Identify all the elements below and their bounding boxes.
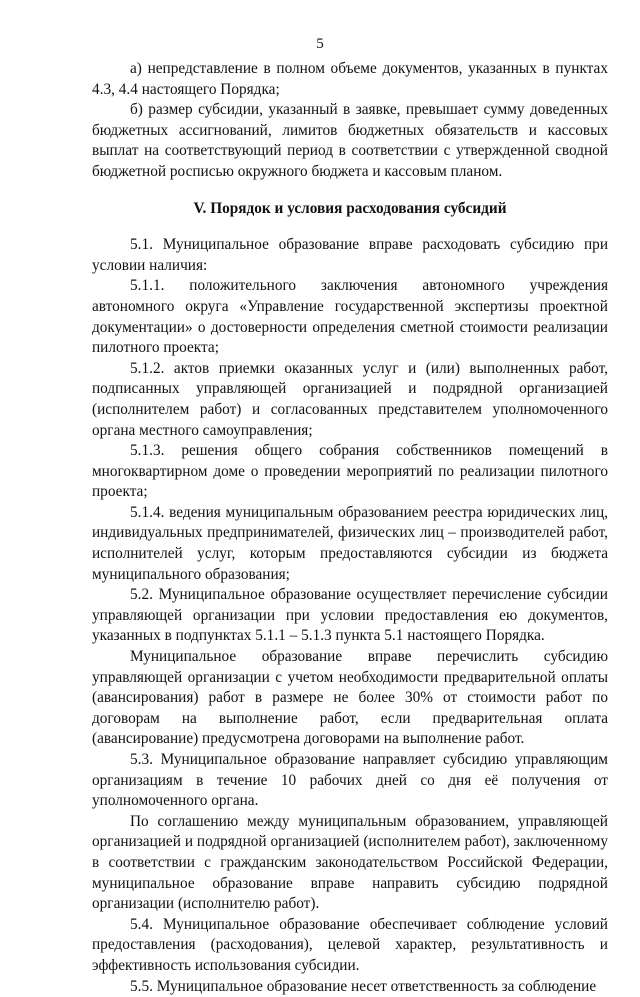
paragraph-5-5: 5.5. Муниципальное образование несет ответственность за соблюдение [130, 977, 597, 995]
paragraph-5-1-1: 5.1.1. положительного заключения автономного учреждения автономного округа «Управление государственной экспертизы проектной документации» о достоверности определения сметной стоимости реализации пилотного проекта; [92, 277, 608, 357]
paragraph-5-1-3: 5.1.3. решения общего собрания собственников помещений в многоквартирном доме о проведении мероприятий по реализации пилотного проекта; [92, 442, 608, 501]
paragraph-advance-payment: Муниципальное образование вправе перечислить субсидию управляющей организации с учетом необходимости предварительной оплаты (авансирования) работ в размере не более 30% от стоимости работ по договорам на выполнение работ, если предварительная оплата (авансирование) предусмотрена договорами на выполнение работ. [92, 648, 608, 748]
paragraph-5-1-2: 5.1.2. актов приемки оказанных услуг и (или) выполненных работ, подписанных управляющей организацией и подрядной организацией (исполнителем работ) и согласованных представителем уполномоченного органа местного самоуправления; [92, 359, 608, 439]
paragraph-5-3: 5.3. Муниципальное образование направляет субсидию управляющим организациям в течение 10 рабочих дней со дня её получения от уполномоченного органа. [92, 751, 608, 810]
paragraph-refusal-reason-b: б) размер субсидии, указанный в заявке, превышает сумму доведенных бюджетных ассигнований, лимитов бюджетных обязательств и кассовых выплат на соответствующий период в соответствии с утвержденной сводной бюджетной росписью окружного бюджета и кассовым планом. [92, 101, 608, 180]
paragraph-5-1-4: 5.1.4. ведения муниципальным образованием реестра юридических лиц, индивидуальных предпринимателей, физических лиц – производителей работ, исполнителей услуг, которым предоставляются субсидии из бюджета муниципального образования; [92, 503, 608, 583]
paragraph-refusal-reason-a: а) непредставление в полном объеме документов, указанных в пунктах 4.3, 4.4 настоящего Порядка; [92, 60, 608, 98]
section-heading: V. Порядок и условия расходования субсидий [193, 199, 507, 217]
document-body [92, 59, 608, 997]
paragraph-5-1: 5.1. Муниципальное образование вправе расходовать субсидию при условии наличия: [92, 236, 608, 274]
paragraph-5-2: 5.2. Муниципальное образование осуществляет перечисление субсидии управляющей организации при условии предоставления ею документов, указанных в подпунктах 5.1.1 – 5.1.3 пункта 5.1 настоящего Порядка. [92, 586, 608, 645]
page-number: 5 [316, 36, 324, 52]
paragraph-contractor-agreement: По соглашению между муниципальным образованием, управляющей организацией и подрядной организацией (исполнителем работ), заключенному в соответствии с гражданским законодательством Российской Федерации, муниципальное образование вправе направить субсидию подрядной организации (исполнителю работ). [92, 812, 608, 913]
paragraph-5-4: 5.4. Муниципальное образование обеспечивает соблюдение условий предоставления (расходования), целевой характер, результативность и эффективность использования субсидии. [92, 915, 608, 974]
